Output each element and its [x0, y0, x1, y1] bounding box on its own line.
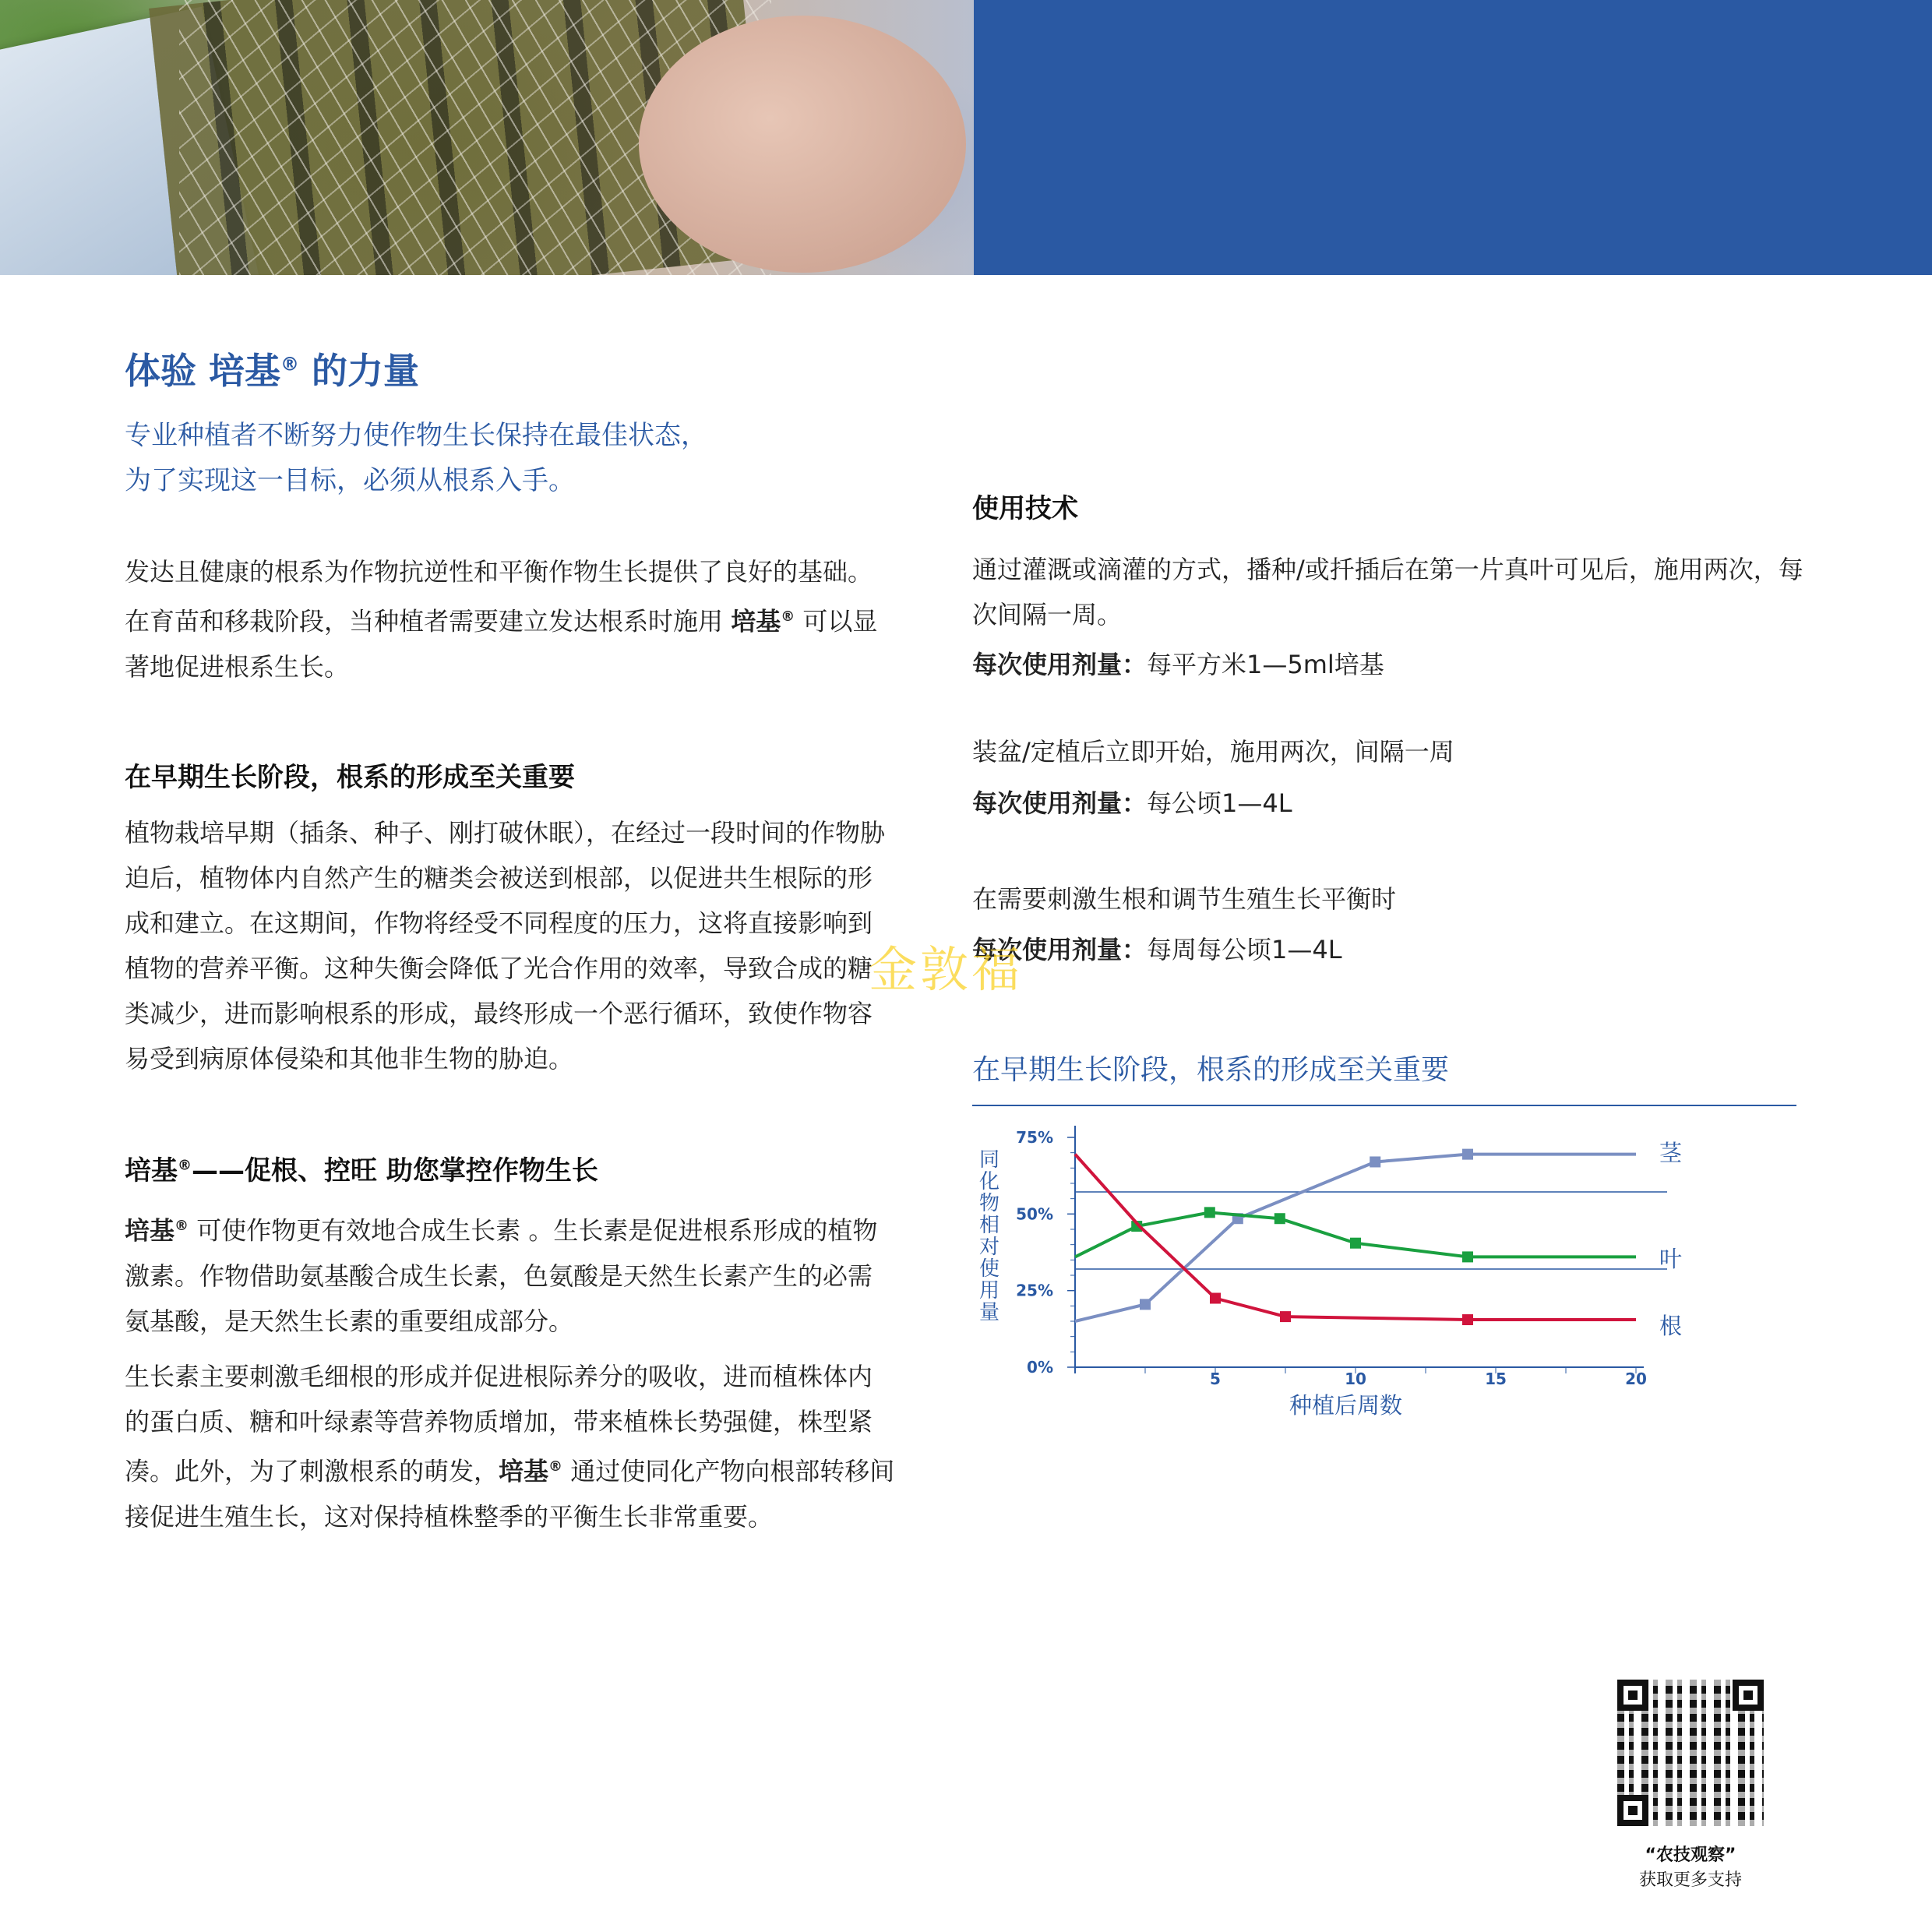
- usage-heading: 使用技术: [972, 493, 1078, 524]
- usage-dose-1: 每次使用剂量：每平方米1—5ml培基: [972, 650, 1384, 679]
- intro-paragraph: 发达且健康的根系为作物抗逆性和平衡作物生长提供了良好的基础。在育苗和移栽阶段，当种植者需要建立发达根系时施用 培基® 可以显著地促进根系生长。: [125, 557, 878, 682]
- section2-paragraph-1: 培基® 可使作物更有效地合成生长素 。生长素是促进根系形成的植物激素。作物借助氨基酸合成生长素，色氨酸是天然生长素产生的必需氨基酸，是天然生长素的重要组成部分。: [125, 1215, 878, 1336]
- data-point-root: [1462, 1314, 1473, 1325]
- usage-text-1: 通过灌溉或滴灌的方式，播种/或扦插后在第一片真叶可见后，施用两次，每次间隔一周。: [972, 555, 1803, 629]
- x-tick-label: 15: [1485, 1370, 1507, 1388]
- section1-heading: 在早期生长阶段，根系的形成至关重要: [125, 762, 575, 793]
- qr-finder-bottom-left: [1617, 1795, 1648, 1826]
- header-blue-bar: [974, 0, 1932, 275]
- qr-code[interactable]: [1617, 1680, 1764, 1826]
- chart-x-axis-label: 种植后周数: [1289, 1392, 1403, 1419]
- page-subtitle: [125, 413, 826, 503]
- data-point-root: [1210, 1293, 1221, 1304]
- section2-heading: 培基®——促根、控旺 助您掌控作物生长: [125, 1155, 598, 1186]
- usage-text-3: 在需要刺激生根和调节生殖生长平衡时: [972, 884, 1397, 914]
- line-chart: [966, 1110, 1745, 1391]
- data-point-leaf: [1462, 1251, 1473, 1262]
- section1-body: 植物栽培早期（插条、种子、刚打破休眠），在经过一段时间的作物胁迫后，植物体内自然产生的糖类会被送到根部，以促进共生根际的形成和建立。在这期间，作物将经受不同程度的压力，这将直接影响到植物的营养平衡。这种失衡会降低了光合作用的效率，导致合成的糖类减少，进而影响根系的形成，最终形成一个恶行循环，致使作物容易受到病原体侵染和其他非生物的胁迫。: [125, 818, 886, 1074]
- qr-finder-top-right: [1733, 1680, 1764, 1711]
- usage-dose-3: 每次使用剂量：每周每公顷1—4L: [972, 935, 1342, 964]
- usage-dose-2: 每次使用剂量：每公顷1—4L: [972, 788, 1292, 818]
- subtitle-line-2: 为了实现这一目标，必须从根系入手。: [125, 465, 575, 496]
- subtitle-line-1: 专业种植者不断努力使作物生长保持在最佳状态，: [125, 420, 707, 451]
- qr-caption-title: “农技观察”: [1645, 1846, 1736, 1865]
- series-label-leaf: 叶: [1659, 1246, 1683, 1272]
- page-title: 体验 培基® 的力量: [125, 350, 420, 392]
- x-tick-label: 5: [1210, 1370, 1221, 1388]
- x-tick-label: 20: [1625, 1370, 1647, 1388]
- series-line-root: [1075, 1155, 1636, 1320]
- series-label-root: 根: [1659, 1313, 1683, 1339]
- chart-title: 在早期生长阶段，根系的形成至关重要: [972, 1054, 1450, 1086]
- data-point-stem: [1370, 1156, 1380, 1167]
- watermark: 金敦福: [869, 941, 1024, 998]
- data-point-leaf: [1350, 1238, 1361, 1249]
- data-point-root: [1280, 1311, 1291, 1322]
- chart-y-axis-label: 同化物相对使用量: [978, 1148, 999, 1324]
- y-tick-label: 75%: [1016, 1128, 1053, 1147]
- data-point-stem: [1462, 1149, 1473, 1160]
- usage-text-2: 装盆/定植后立即开始，施用两次，间隔一周: [972, 737, 1454, 767]
- x-tick-label: 10: [1345, 1370, 1366, 1388]
- header-photo: [0, 0, 974, 275]
- chart-title-rule: [972, 1105, 1796, 1106]
- qr-finder-top-left: [1617, 1680, 1648, 1711]
- series-label-stem: 茎: [1659, 1140, 1683, 1166]
- qr-caption-subtitle: 获取更多支持: [1638, 1870, 1742, 1890]
- data-point-leaf: [1204, 1207, 1215, 1218]
- data-point-leaf: [1274, 1213, 1285, 1224]
- y-tick-label: 0%: [1027, 1358, 1053, 1377]
- hand: [639, 16, 966, 273]
- y-tick-label: 25%: [1016, 1281, 1053, 1300]
- section2-paragraph-2: 生长素主要刺激毛细根的形成并促进根际养分的吸收，进而植株体内的蛋白质、糖和叶绿素等营养物质增加，带来植株长势强健，株型紧凑。此外，为了刺激根系的萌发，培基® 通过使同化产物向根部转移间接促进生殖生长，这对保持植株整季的平衡生长非常重要。: [125, 1362, 895, 1532]
- series-line-leaf: [1075, 1212, 1636, 1257]
- data-point-stem: [1140, 1299, 1151, 1310]
- y-tick-label: 50%: [1016, 1204, 1053, 1224]
